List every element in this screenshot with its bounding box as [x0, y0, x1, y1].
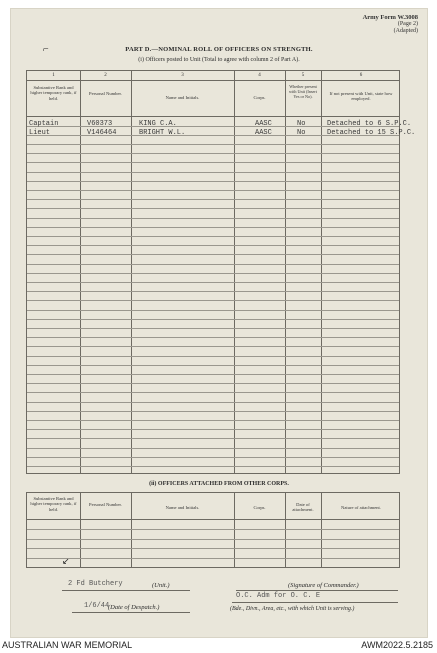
ruled-line — [27, 328, 399, 329]
unit-label: (Unit.) — [152, 582, 170, 589]
row2-number: V146464 — [87, 129, 117, 137]
ruled-line — [27, 227, 399, 228]
ruled-line — [27, 548, 399, 549]
ruled-line — [27, 383, 399, 384]
ruled-line — [27, 245, 399, 246]
ruled-line — [27, 539, 399, 540]
row2-employed: Detached to 15 S.P.C. — [327, 129, 416, 137]
ruled-line — [27, 438, 399, 439]
ruled-line — [27, 181, 399, 182]
row2-rank: Lieut — [29, 129, 51, 137]
formation-label: (Bde., Divn., Area, etc., with which Unit is serving.) — [230, 606, 355, 612]
header-name: Name and Initials. — [165, 95, 200, 100]
ruled-line — [27, 365, 399, 366]
header2-rank: Substantive Rank and higher temporary rank, if held. — [30, 496, 77, 512]
ruled-line — [27, 199, 399, 200]
header-employed: If not present with Unit, state how employed. — [329, 91, 393, 102]
ruled-line — [27, 356, 399, 357]
formation-rule — [232, 602, 398, 603]
header-rank: Substantive Rank and higher temporary rank, if held. — [30, 85, 77, 101]
ruled-line — [27, 429, 399, 430]
ruled-line — [27, 529, 399, 530]
row2-corps: AASC — [255, 129, 272, 137]
ruled-line — [27, 273, 399, 274]
header-personal-number: Personal Number. — [89, 91, 122, 96]
ruled-line — [27, 172, 399, 173]
despatch-rule — [72, 612, 190, 613]
pen-mark: ⌐ — [43, 44, 49, 55]
row1-number: V60373 — [87, 120, 113, 128]
unit-rule — [62, 590, 190, 591]
col-num-5: 5 — [301, 73, 305, 78]
ruled-line — [27, 319, 399, 320]
col-num-4: 4 — [258, 73, 261, 78]
officers-attached-table — [26, 492, 400, 568]
ruled-line — [27, 346, 399, 347]
ruled-line — [27, 402, 399, 403]
pen-mark-2: ↙ — [62, 556, 70, 566]
header2-name: Name and Initials. — [165, 505, 200, 510]
col-num-2: 2 — [104, 73, 107, 78]
ruled-line — [27, 392, 399, 393]
ruled-line — [27, 282, 399, 283]
ruled-line — [27, 310, 399, 311]
row1-present: No — [297, 120, 306, 128]
ruled-line — [27, 291, 399, 292]
header-corps: Corps. — [253, 95, 266, 100]
part-title: PART D.—NOMINAL ROLL OF OFFICERS ON STRENGTH. — [125, 46, 313, 53]
header2-nature: Nature of attachment. — [341, 505, 381, 510]
despatch-label: (Date of Despatch.) — [108, 604, 160, 611]
section1-title: (i) Officers posted to Unit (Total to agree with column 2 of Part A). — [138, 57, 300, 63]
ruled-line — [27, 374, 399, 375]
ruled-line — [27, 153, 399, 154]
row2-present: No — [297, 129, 306, 137]
ruled-line — [27, 448, 399, 449]
ruled-line — [27, 411, 399, 412]
col-num-1: 1 — [52, 73, 55, 78]
ruled-line — [27, 208, 399, 209]
caption-institution: AUSTRALIAN WAR MEMORIAL — [2, 640, 133, 650]
ruled-line — [27, 190, 399, 191]
document-sheet — [10, 8, 428, 638]
form-adapted: (Adapted) — [393, 28, 418, 34]
form-name: Army Form W.3008 — [362, 14, 418, 21]
header2-corps: Corps. — [253, 505, 266, 510]
ruled-line — [27, 420, 399, 421]
despatch-value: 1/6/44 — [84, 602, 110, 610]
row1-employed: Detached to 6 S.P.C. — [327, 120, 412, 128]
row1-rank: Captain — [29, 120, 59, 128]
col-num-3: 3 — [181, 73, 184, 78]
ruled-line — [27, 337, 399, 338]
ruled-line — [27, 558, 399, 559]
ruled-line — [27, 457, 399, 458]
signature-label: (Signature of Commander.) — [288, 582, 359, 589]
caption-accession: AWM2022.5.2185 — [361, 640, 433, 650]
ruled-line — [27, 254, 399, 255]
ruled-line — [27, 144, 399, 145]
section2-title: (ii) OFFICERS ATTACHED FROM OTHER CORPS. — [149, 481, 289, 487]
header-present: Whether present with Unit (Insert Yes or No). — [289, 84, 317, 99]
formation-value: O.C. Adm for O. C. E — [236, 592, 321, 600]
ruled-line — [27, 236, 399, 237]
header2-personal-number: Personal Number. — [89, 502, 122, 507]
form-identifier — [363, 14, 418, 35]
row1-name: KING C.A. — [139, 120, 177, 128]
row1-corps: AASC — [255, 120, 272, 128]
row2-name: BRIGHT W.L. — [139, 129, 186, 137]
unit-value: 2 Fd Butchery — [68, 580, 123, 588]
ruled-line — [27, 466, 399, 467]
form-page: (Page 2) — [397, 21, 418, 27]
officers-posted-table — [26, 70, 416, 474]
signature-rule — [236, 590, 398, 591]
ruled-line — [27, 162, 399, 163]
header2-date: Date of attachment. — [292, 502, 314, 513]
col-num-6: 6 — [359, 73, 363, 78]
ruled-line — [27, 264, 399, 265]
ruled-line — [27, 300, 399, 301]
ruled-line — [27, 218, 399, 219]
